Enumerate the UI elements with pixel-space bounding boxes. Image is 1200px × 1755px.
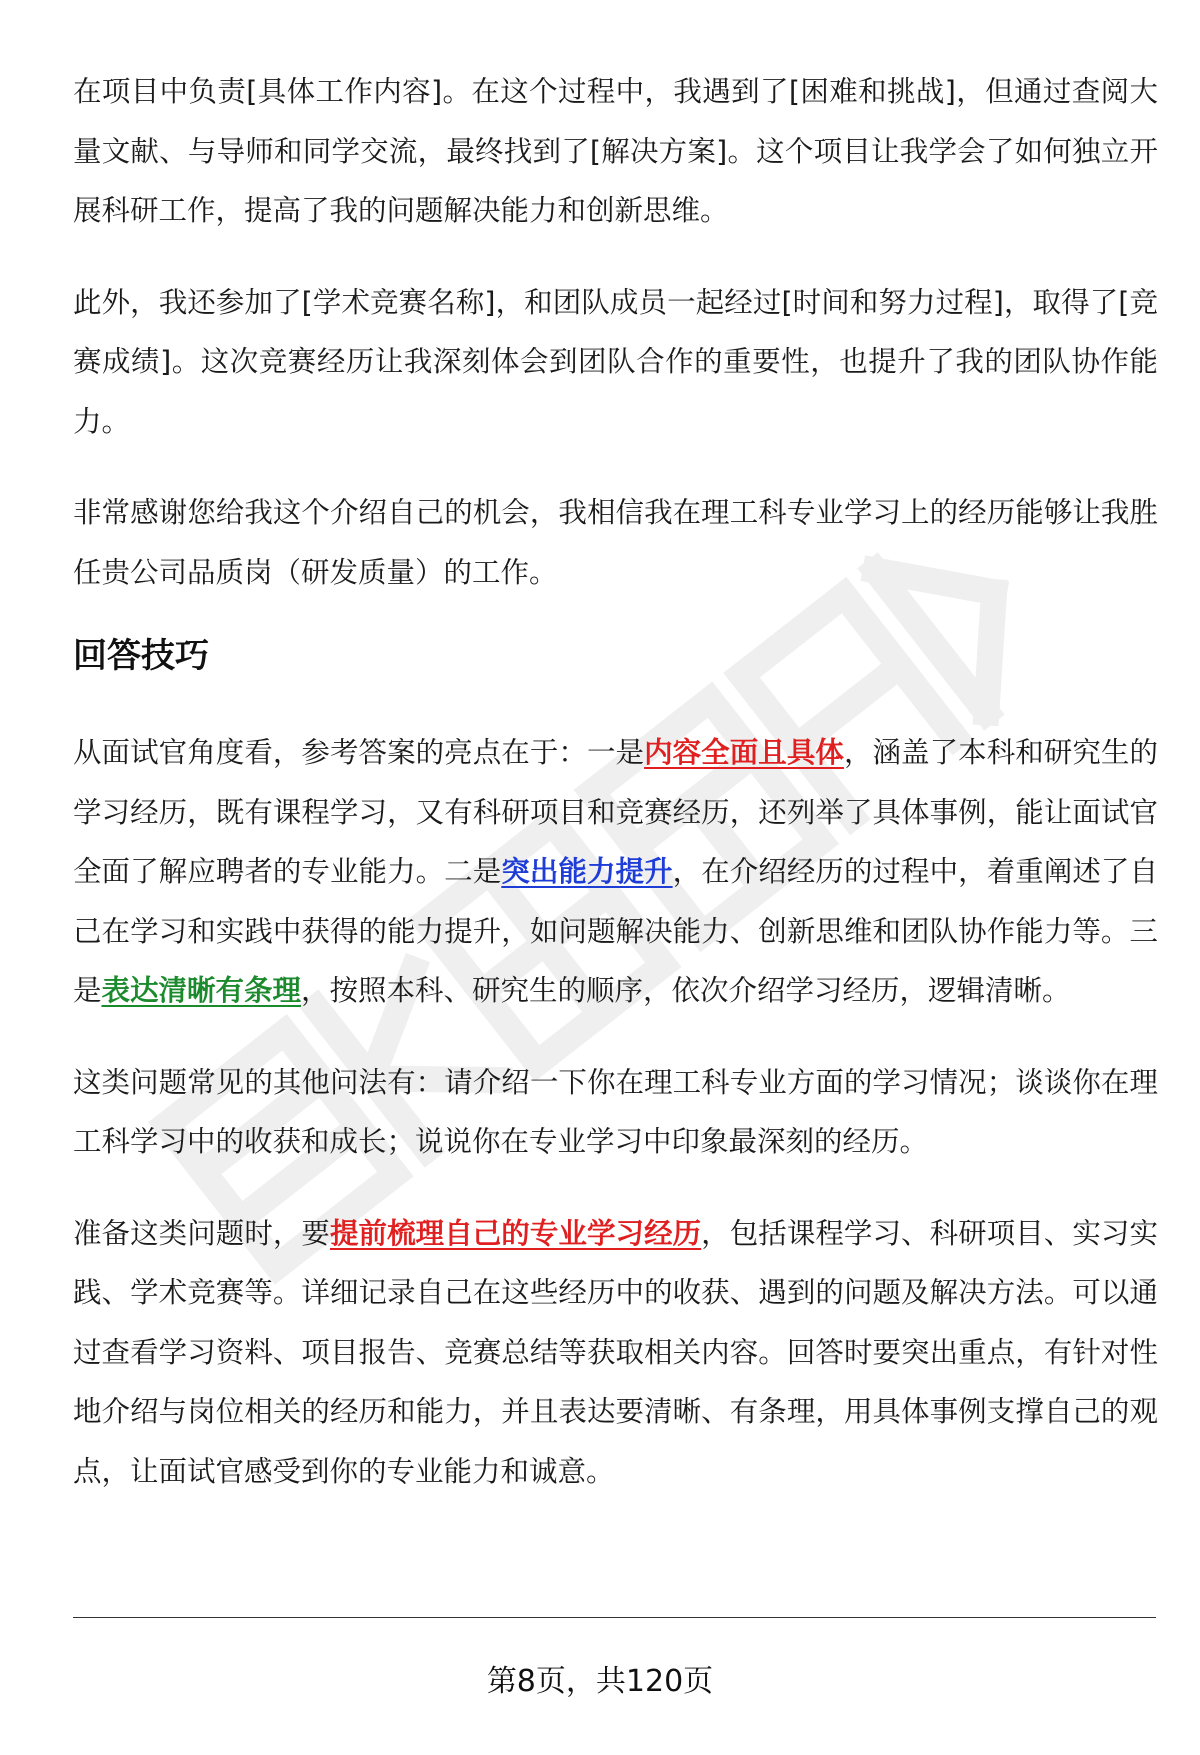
paragraph-other-questions: 这类问题常见的其他问法有：请介绍一下你在理工科专业方面的学习情况；谈谈你在理工科学习中的收获和成长；说说你在专业学习中印象最深刻的经历。 bbox=[73, 1065, 1158, 1158]
page-number: 第8页，共120页 bbox=[486, 1664, 714, 1699]
prepare-text-1: 准备这类问题时，要 bbox=[73, 1216, 330, 1250]
tips-text-4: ，按照本科、研究生的顺序，依次介绍学习经历，逻辑清晰。 bbox=[301, 974, 1071, 1007]
paragraph-tips bbox=[73, 723, 1158, 1021]
document-page bbox=[73, 62, 1158, 1501]
tips-text-2: ，涵盖了本科和研究生的学习经历，既有课程学习，又有科研项目和竞赛经历，还列举了具体事例，能让面试官全面了解应聘者的专业能力。二是 bbox=[73, 736, 1158, 888]
tips-text-3: ，在介绍经历的过程中，着重阐述了自己在学习和实践中获得的能力提升，如问题解决能力、创新思维和团队协作能力等。三是 bbox=[73, 855, 1158, 1007]
section-heading: 回答技巧 bbox=[73, 636, 209, 676]
highlight-comprehensive: 内容全面且具体 bbox=[644, 736, 844, 769]
paragraph-competition: 此外，我还参加了[学术竞赛名称]，和团队成员一起经过[时间和努力过程]，取得了[竞赛成绩]。这次竞赛经历让我深刻体会到团队合作的重要性，也提升了我的团队协作能力。 bbox=[73, 285, 1158, 438]
prepare-text-2: ，包括课程学习、科研项目、实习实践、学术竞赛等。详细记录自己在这些经历中的收获、遇到的问题及解决方法。可以通过查看学习资料、项目报告、竞赛总结等获取相关内容。回答时要突出重点，有针对性地介绍与岗位相关的经历和能力，并且表达要清晰、有条理，用具体事例支撑自己的观点，让面试官感受到你的专业能力和诚意。 bbox=[73, 1216, 1158, 1488]
paragraph-project: 在项目中负责[具体工作内容]。在这个过程中，我遇到了[困难和挑战]，但通过查阅大量文献、与导师和同学交流，最终找到了[解决方案]。这个项目让我学会了如何独立开展科研工作，提高了我的问题解决能力和创新思维。 bbox=[73, 75, 1158, 227]
footer-divider bbox=[73, 1617, 1156, 1618]
tips-text-1: 从面试官角度看，参考答案的亮点在于：一是 bbox=[73, 736, 645, 769]
paragraph-thanks: 非常感谢您给我这个介绍自己的机会，我相信我在理工科专业学习上的经历能够让我胜任贵公司品质岗（研发质量）的工作。 bbox=[73, 496, 1158, 589]
highlight-ability: 突出能力提升 bbox=[501, 855, 673, 888]
highlight-clarity: 表达清晰有条理 bbox=[101, 974, 302, 1007]
highlight-prepare: 提前梳理自己的专业学习经历 bbox=[329, 1216, 702, 1250]
paragraph-prepare bbox=[73, 1204, 1158, 1502]
